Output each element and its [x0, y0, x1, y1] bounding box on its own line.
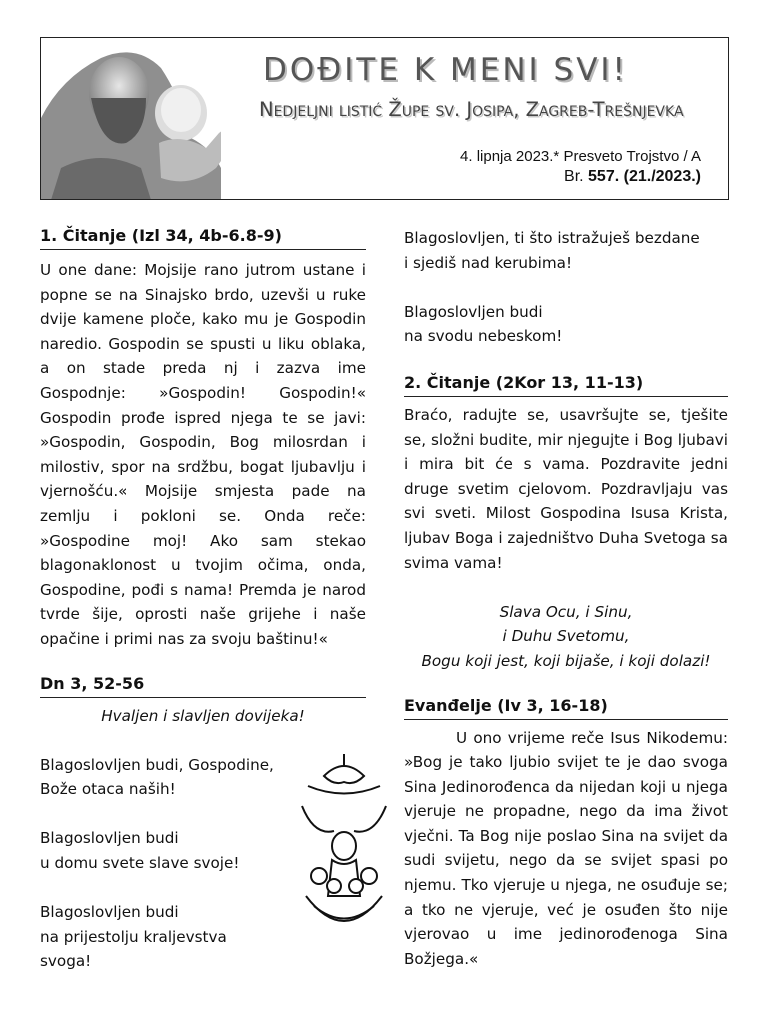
issue-date: 4. lipnja 2023.* Presveto Trojstvo / A — [460, 148, 701, 165]
acclamation — [404, 600, 728, 674]
psalm-verse-3b: na prijestolju kraljevstva svoga! — [40, 927, 227, 971]
gospel-heading: Evanđelje (Iv 3, 16-18) — [404, 696, 728, 720]
psalm-verse-2b: u domu svete slave svoje! — [40, 854, 240, 873]
psalm-verses-continued — [404, 226, 728, 349]
gospel-text: U ono vrijeme reče Isus Nikodemu: »Bog je tako ljubio svijet te je dao svoga Sina Jedinorođenca da nijedan koji u njega vjeruje ne propadne, nego da ima život vječni. Ta Bog nije poslao Sina na svijet da sudi svijetu, nego da se svijet spasi po njemu. Tko vjeruje u njega, ne osuđuje se; a tko ne vjeruje, već je osuđen što nije vjerovao u ime jedinorođenoga Sina Božjega.« — [404, 728, 728, 968]
bulletin-title: DOĐITE K MENI SVI! — [263, 52, 628, 88]
psalm-verse-5a: Blagoslovljen budi — [404, 302, 543, 321]
psalm-verse-4a: Blagoslovljen, ti što istražuješ bezdane — [404, 229, 700, 247]
masthead — [40, 37, 729, 200]
psalm-verse-1a: Blagoslovljen budi, Gospodine, — [40, 755, 274, 774]
psalm-verses — [40, 753, 280, 974]
psalm-verse-4b: i sjediš nad kerubima! — [404, 253, 573, 272]
reading1-heading: 1. Čitanje (Izl 34, 4b-6.8-9) — [40, 226, 366, 250]
acclamation-line-2: i Duhu Svetomu, — [502, 627, 630, 646]
psalm-heading: Dn 3, 52-56 — [40, 674, 366, 698]
psalm-refrain: Hvaljen i slavljen dovijeka! — [101, 706, 305, 725]
psalm-verse-2a: Blagoslovljen budi — [40, 829, 179, 848]
reading2-text: Braćo, radujte se, usavršujte se, tješite se, složni budite, mir njegujte i Bog ljubavi i mira bit će s vama. Pozdravite jedni druge svetim cjelovom. Pozdravljaju vas svi sveti. Milost Gospodina Isusa Krista, ljubav Boga i zajedništvo Duha Svetoga sa svima vama! — [404, 405, 728, 572]
bulletin-subtitle: Nedjeljni listić Župe sv. Josipa, Zagreb-Trešnjevka — [259, 98, 684, 121]
trinity-illustration — [294, 746, 394, 946]
acclamation-line-1: Slava Ocu, i Sinu, — [499, 602, 633, 621]
reading2-heading: 2. Čitanje (2Kor 13, 11-13) — [404, 373, 728, 397]
acclamation-line-3: Bogu koji jest, koji bijaše, i koji dolazi! — [421, 651, 711, 670]
psalm-verse-5b: na svodu nebeskom! — [404, 327, 563, 346]
issue-number-prefix: Br. — [564, 168, 589, 185]
issue-number-value: 557. (21./2023.) — [588, 168, 701, 185]
right-column — [404, 226, 728, 971]
issue-number — [564, 168, 701, 186]
psalm-verse-1b: Bože otaca naših! — [40, 780, 176, 799]
psalm-verse-3a: Blagoslovljen budi — [40, 903, 179, 922]
st-joseph-with-child-image — [41, 38, 221, 200]
reading1-text: U one dane: Mojsije rano jutrom ustane i popne se na Sinajsko brdo, uzevši u ruke dvije kamene ploče, kako mu je Gospodin naredio. Gospodin se spusti u liku oblaka, a on stade preda nj i zazva ime Gospodnje: »Gospodin! Gospodin!« Gospodin prođe ispred njega te se javi: »Gospodin, Gospodin, Bog milosrdan i milostiv, spor na srdžbu, bogat ljubavlju i vjernošću.« Mojsije smjesta pade na zemlju i pokloni se. Onda reče: »Gospodine moj! Ako sam stekao blagonaklonost u tvojim očima, onda, Gospodine, pođi s nama! Premda je narod tvrde šije, oprosti naše grijehe i naše opačine i primi nas za svoju baštinu!« — [40, 261, 366, 648]
